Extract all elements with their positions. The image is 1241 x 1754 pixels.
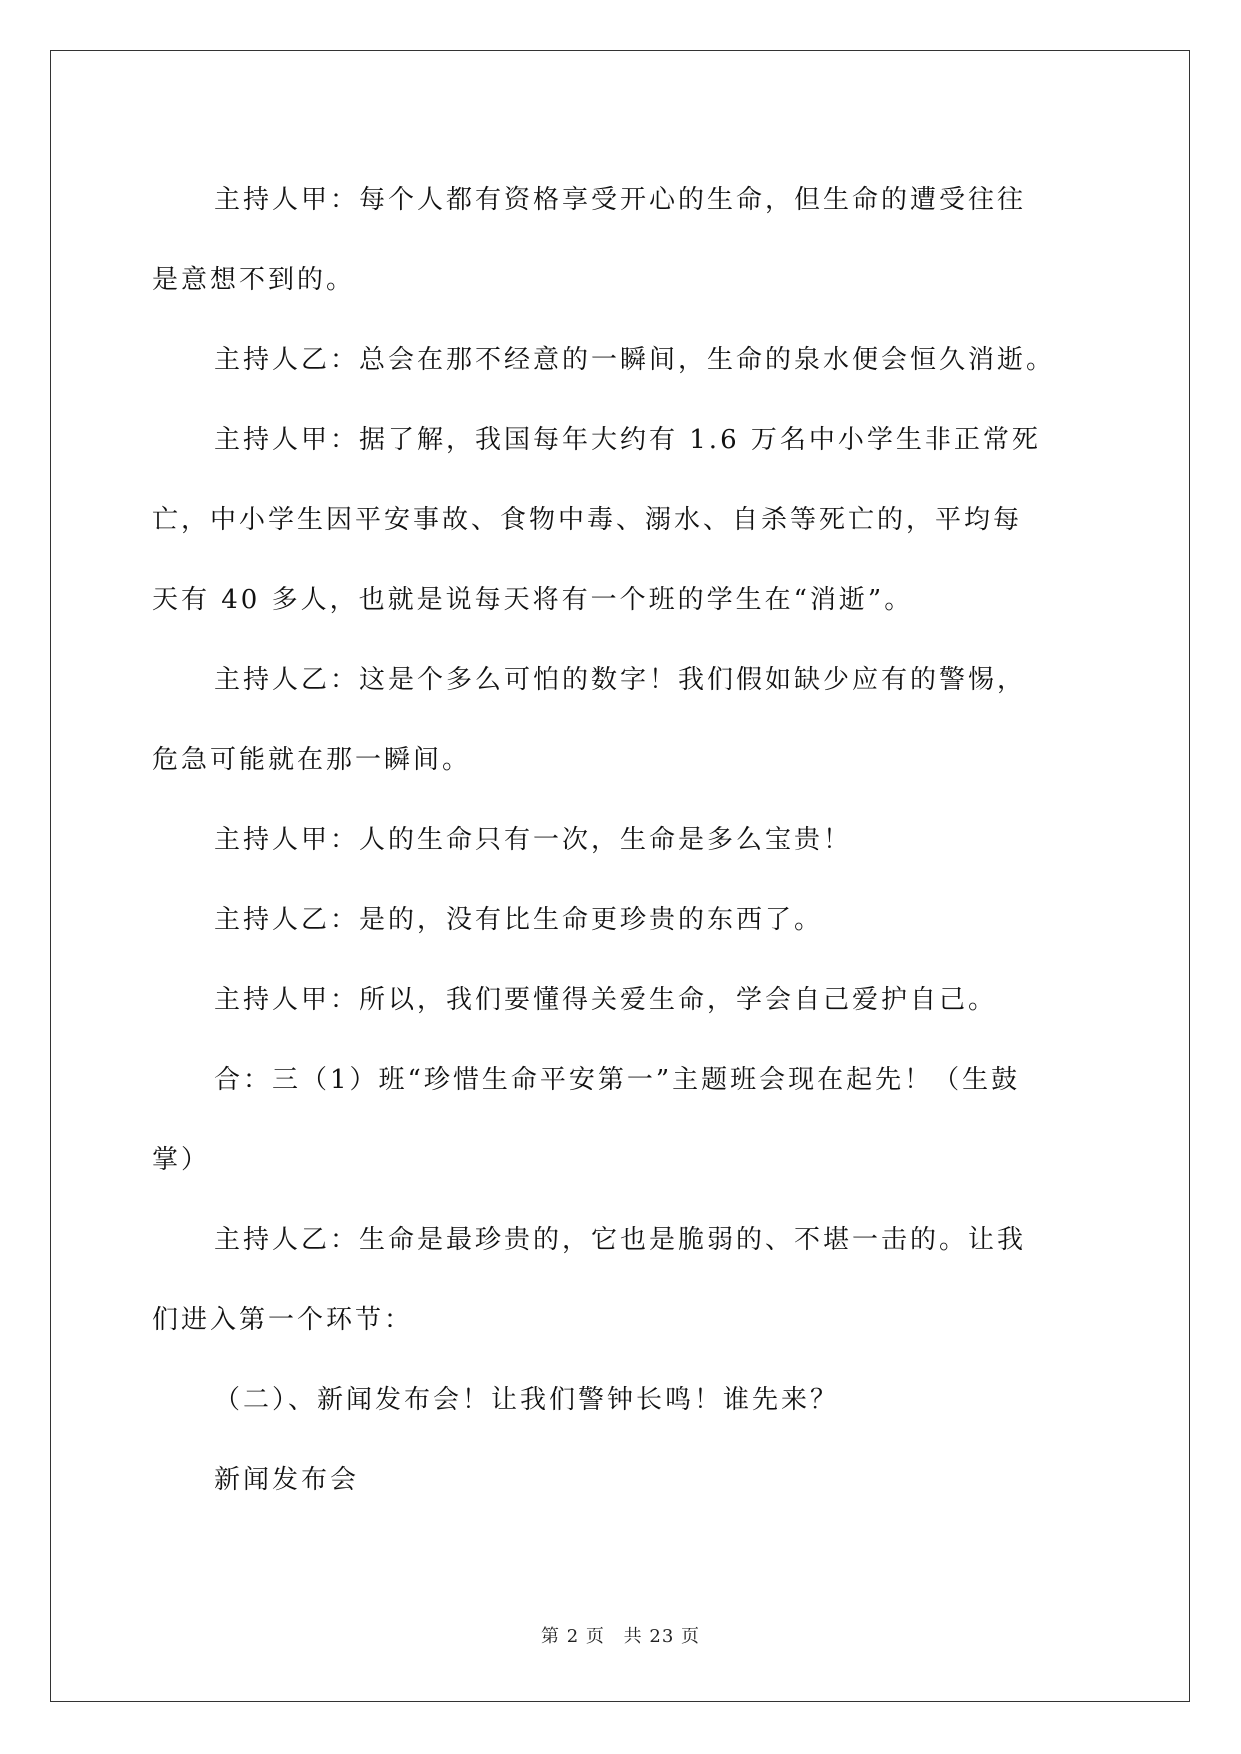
paragraph-line: 们进入第一个环节： [152, 1305, 414, 1335]
paragraph-line: 主持人甲：每个人都有资格享受开心的生命，但生命的遭受往往 [214, 185, 1027, 215]
paragraph-line: 危急可能就在那一瞬间。 [152, 745, 472, 775]
paragraph-line: 主持人甲：据了解，我国每年大约有 1.6 万名中小学生非正常死 [214, 425, 1041, 455]
paragraph-line: 主持人甲：所以，我们要懂得关爱生命，学会自己爱护自己。 [214, 985, 998, 1015]
document-body [152, 160, 1092, 1520]
paragraph-line: 掌） [152, 1145, 211, 1175]
page-total: 共 23 页 [623, 1626, 700, 1647]
paragraph-line: 主持人乙：总会在那不经意的一瞬间，生命的泉水便会恒久消逝。 [214, 345, 1056, 375]
paragraph-line: 天有 40 多人，也就是说每天将有一个班的学生在“消逝”。 [152, 585, 914, 615]
section-heading: （二）、新闻发布会！让我们警钟长鸣！谁先来？ [214, 1385, 840, 1415]
paragraph-line: 主持人甲：人的生命只有一次，生命是多么宝贵！ [214, 825, 853, 855]
page-number: 第 2 页 [541, 1626, 605, 1647]
paragraph-line: 主持人乙：这是个多么可怕的数字！我们假如缺少应有的警惕， [214, 665, 1027, 695]
page-footer [0, 1622, 1241, 1648]
paragraph-line: 亡，中小学生因平安事故、食物中毒、溺水、自杀等死亡的，平均每 [152, 505, 1023, 535]
paragraph-line: 合：三（1）班“珍惜生命平安第一”主题班会现在起先！（生鼓 [214, 1065, 1021, 1095]
paragraph-line: 主持人乙：生命是最珍贵的，它也是脆弱的、不堪一击的。让我 [214, 1225, 1027, 1255]
paragraph-line: 主持人乙：是的，没有比生命更珍贵的东西了。 [214, 905, 824, 935]
paragraph-line: 是意想不到的。 [152, 265, 356, 295]
section-title: 新闻发布会 [214, 1465, 360, 1495]
